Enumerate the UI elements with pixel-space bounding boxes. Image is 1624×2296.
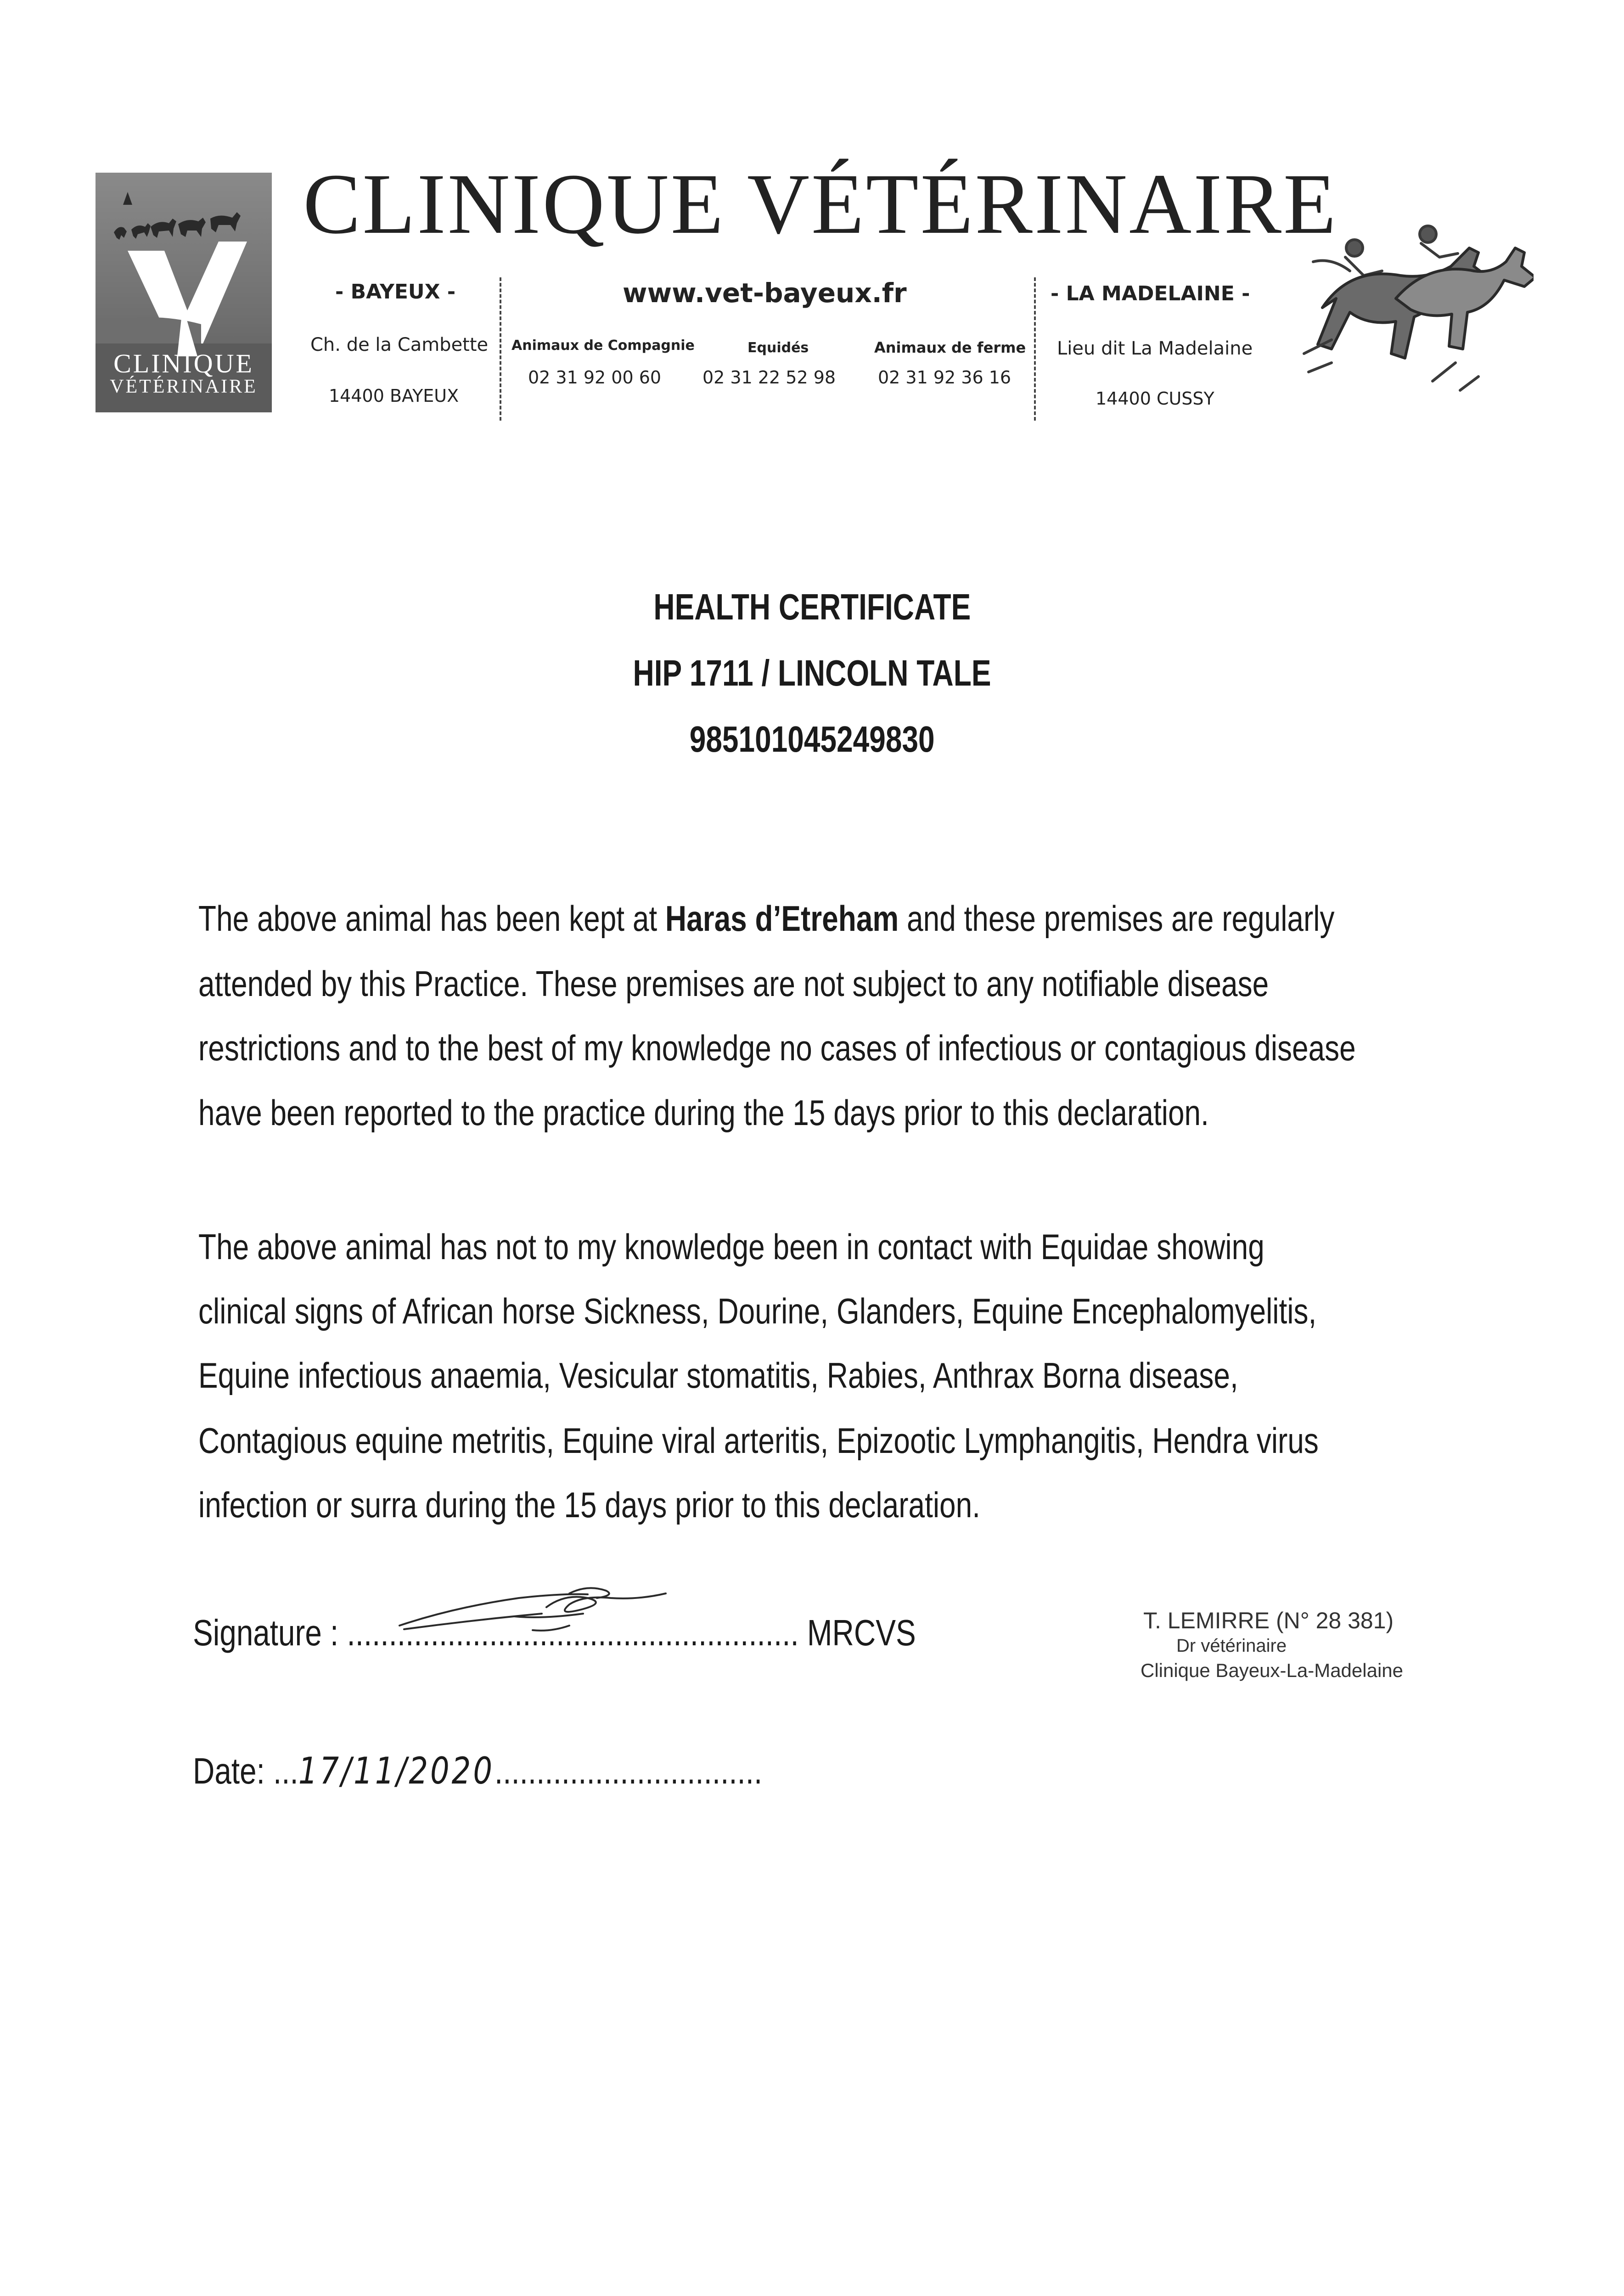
- madelaine-postcode: 14400 CUSSY: [1096, 388, 1214, 409]
- logo-text-line2: VÉTÉRINAIRE: [110, 376, 258, 397]
- dept-equine-phone: 02 31 22 52 98: [702, 367, 836, 388]
- website-link[interactable]: www.vet-bayeux.fr: [623, 277, 907, 309]
- header-divider-right: [1034, 277, 1036, 421]
- paragraph1-line2: attended by this Practice. These premises are not subject to any notifiable disease: [198, 963, 1269, 1004]
- bayeux-address: Ch. de la Cambette: [310, 334, 489, 355]
- date-value: 17/11/2020: [298, 1750, 495, 1792]
- premises-name: Haras d’Etreham: [665, 898, 899, 939]
- logo-text-line1: CLINIQUE: [113, 349, 254, 378]
- dept-farm-label: Animaux de ferme: [874, 339, 1026, 356]
- racing-horses-icon: [1295, 216, 1534, 409]
- dept-farm-phone: 02 31 92 36 16: [878, 367, 1011, 388]
- clinic-title: CLINIQUE VÉTÉRINAIRE: [303, 156, 1338, 252]
- paragraph2-line5: infection or surra during the 15 days prior to this declaration.: [198, 1485, 980, 1525]
- horse-name: HIP 1711 / LINCOLN TALE: [633, 653, 991, 693]
- vet-stamp-title: Dr vétérinaire: [1176, 1636, 1287, 1656]
- madelaine-address: Lieu dit La Madelaine: [1057, 338, 1253, 359]
- paragraph2-line2: clinical signs of African horse Sickness, Dourine, Glanders, Equine Encephalomyelitis,: [198, 1291, 1317, 1331]
- clinic-logo: [96, 173, 272, 412]
- signature-line: Signature : ...................................................... MRCVS: [193, 1612, 916, 1653]
- handwritten-signature: [395, 1580, 716, 1644]
- bayeux-title: - BAYEUX -: [335, 280, 456, 304]
- paragraph2-line4: Contagious equine metritis, Equine viral arteritis, Epizootic Lymphangitis, Hendra virus: [198, 1420, 1319, 1461]
- certificate-title: HEALTH CERTIFICATE: [653, 586, 971, 627]
- paragraph1-line3: restrictions and to the best of my knowledge no cases of infectious or contagious disease: [198, 1028, 1356, 1068]
- dept-equine-label: Equidés: [747, 340, 809, 356]
- date-line: Date: ...17/11/2020................................: [193, 1750, 763, 1792]
- vet-stamp-clinic: Clinique Bayeux-La-Madelaine: [1141, 1660, 1404, 1681]
- dept-companion-phone: 02 31 92 00 60: [528, 367, 662, 388]
- paragraph2-line3: Equine infectious anaemia, Vesicular stomatitis, Rabies, Anthrax Borna disease,: [198, 1355, 1238, 1396]
- dept-companion-label: Animaux de Compagnie: [511, 338, 695, 354]
- vet-stamp-name: T. LEMIRRE (N° 28 381): [1143, 1608, 1394, 1633]
- microchip-number: 985101045249830: [689, 719, 935, 760]
- paragraph1-line4: have been reported to the practice during the 15 days prior to this declaration.: [198, 1092, 1209, 1133]
- paragraph1-line1: The above animal has been kept at Haras d’Etreham and these premises are regularly: [198, 898, 1335, 939]
- paragraph2-line1: The above animal has not to my knowledge been in contact with Equidae showing: [198, 1227, 1264, 1267]
- header-divider-left: [500, 277, 501, 421]
- madelaine-title: - LA MADELAINE -: [1051, 282, 1250, 305]
- bayeux-postcode: 14400 BAYEUX: [329, 386, 459, 406]
